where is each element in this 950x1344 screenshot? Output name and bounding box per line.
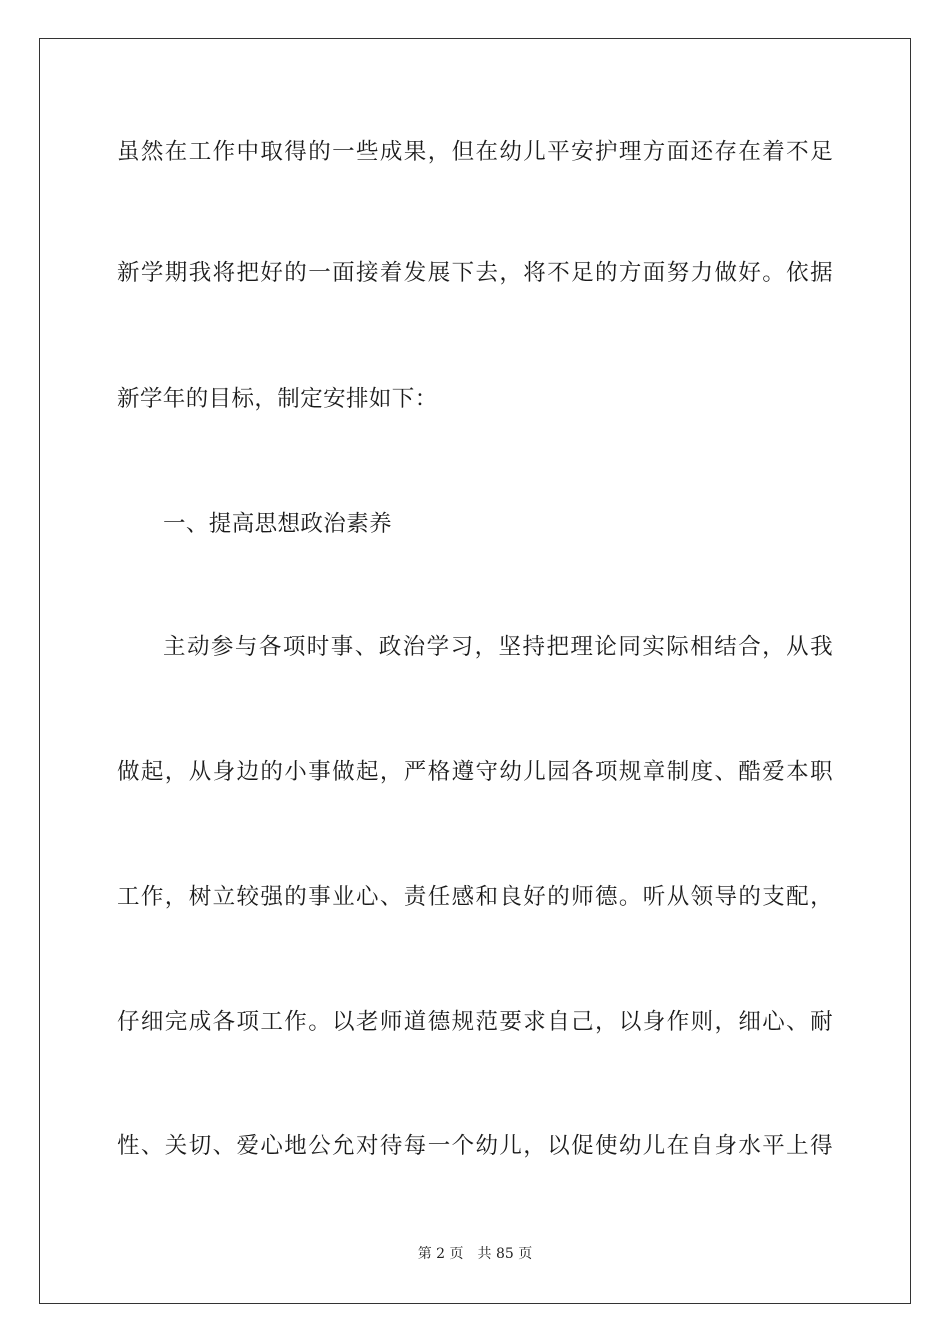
page-footer	[0, 1244, 950, 1264]
page-border	[39, 38, 911, 1304]
section-heading: 一、提高思想政治素养	[163, 511, 393, 537]
body-text-line: 新学年的目标，制定安排如下：	[117, 386, 438, 412]
body-text-line: 做起，从身边的小事做起，严格遵守幼儿园各项规章制度、酷爱本职	[117, 759, 833, 785]
body-text-line: 新学期我将把好的一面接着发展下去，将不足的方面努力做好。依据	[117, 260, 833, 286]
page-number: 第 2 页	[417, 1246, 464, 1262]
body-text-line: 主动参与各项时事、政治学习，坚持把理论同实际相结合，从我	[163, 634, 833, 660]
body-text-line: 虽然在工作中取得的一些成果，但在幼儿平安护理方面还存在着不足	[117, 139, 833, 165]
page-total: 共 85 页	[477, 1246, 533, 1262]
body-text-line: 工作，树立较强的事业心、责任感和良好的师德。听从领导的支配，	[117, 884, 833, 910]
body-text-line: 仔细完成各项工作。以老师道德规范要求自己，以身作则，细心、耐	[117, 1009, 833, 1035]
body-text-line: 性、关切、爱心地公允对待每一个幼儿，以促使幼儿在自身水平上得	[117, 1133, 833, 1159]
